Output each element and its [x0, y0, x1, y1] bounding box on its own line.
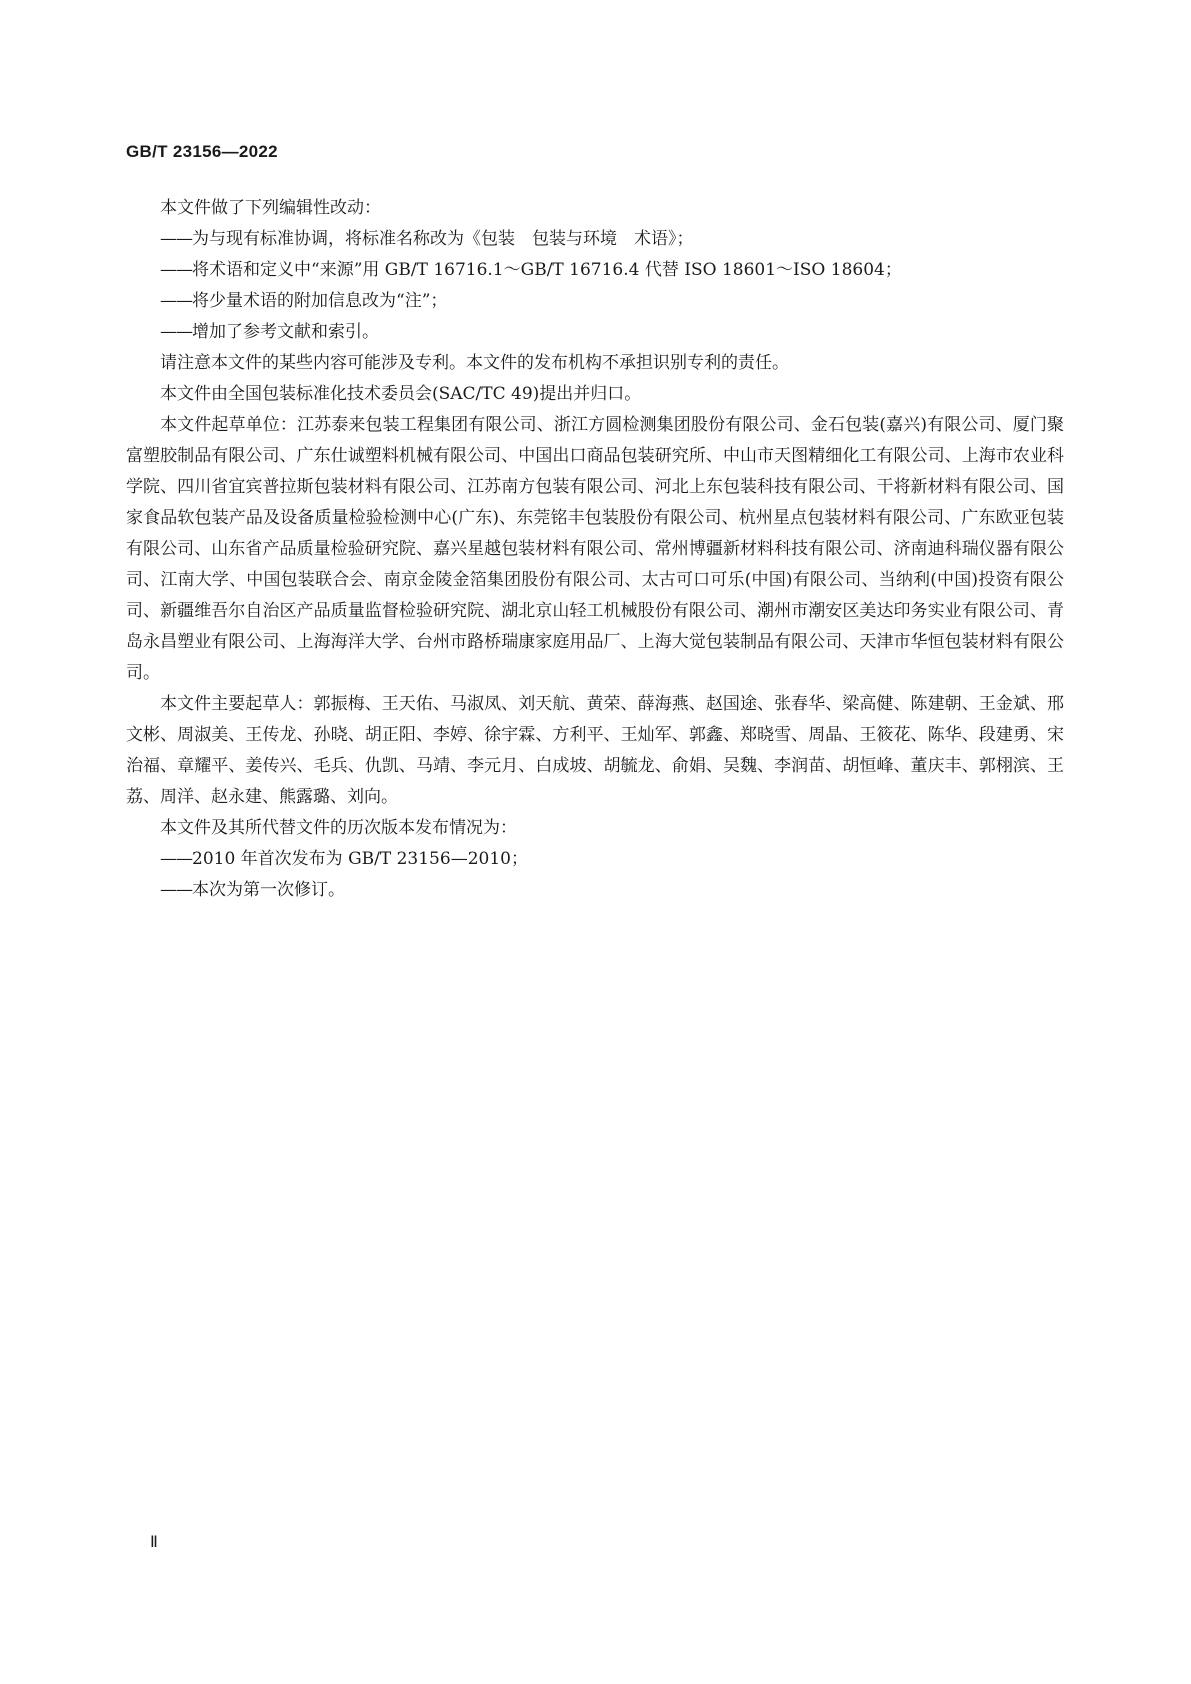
- edit-item-2: [126, 255, 1064, 286]
- edit-item-text: 将术语和定义中“来源”用 GB/T 16716.1～GB/T 16716.4 代替 ISO 18601～ISO 18604；: [192, 260, 902, 280]
- document-id: GB/T 23156—2022: [126, 142, 278, 161]
- dash-mark: ——: [160, 291, 192, 311]
- dash-mark: ——: [160, 229, 192, 249]
- dash-mark: ——: [160, 880, 192, 900]
- edit-item-text: 为与现有标准协调，将标准名称改为《包装 包装与环境 术语》；: [192, 229, 694, 249]
- history-item-text: 本次为第一次修订。: [192, 880, 345, 900]
- edits-intro: 本文件做了下列编辑性改动：: [160, 198, 381, 218]
- edit-item-4: [126, 317, 1064, 348]
- proposer-statement: 本文件由全国包装标准化技术委员会(SAC/TC 49)提出并归口。: [160, 384, 642, 404]
- history-item-1: [126, 844, 1064, 875]
- history-intro: 本文件及其所代替文件的历次版本发布情况为：: [160, 818, 517, 838]
- dash-mark: ——: [160, 322, 192, 342]
- dash-mark: ——: [160, 849, 192, 869]
- drafters: 本文件主要起草人：郭振梅、王天佑、马淑凤、刘天航、黄荣、薛海燕、赵国途、张春华、梁高健、陈建朝、王金斌、邢文彬、周淑美、王传龙、孙晓、胡正阳、李婷、徐宇霖、方利平、王灿军、郭鑫、郑晓雪、周晶、王筱花、陈华、段建勇、宋治福、章耀平、姜传兴、毛兵、仇凯、马靖、李元月、白成坡、胡毓龙、俞娟、吴魏、李润苗、胡恒峰、董庆丰、郭栩滨、王荔、周洋、赵永建、熊露璐、刘向。: [126, 694, 1064, 807]
- edit-item-text: 增加了参考文献和索引。: [192, 322, 379, 342]
- drafting-units: 本文件起草单位：江苏泰来包装工程集团有限公司、浙江方圆检测集团股份有限公司、金石包装(嘉兴)有限公司、厦门聚富塑胶制品有限公司、广东仕诚塑料机械有限公司、中国出口商品包装研究所、中山市天图精细化工有限公司、上海市农业科学院、四川省宜宾普拉斯包装材料有限公司、江苏南方包装有限公司、河北上东包装科技有限公司、干将新材料有限公司、国家食品软包装产品及设备质量检验检测中心(广东)、东莞铭丰包装股份有限公司、杭州星点包装材料有限公司、广东欧亚包装有限公司、山东省产品质量检验研究院、嘉兴星越包装材料有限公司、常州博疆新材料科技有限公司、济南迪科瑞仪器有限公司、江南大学、中国包装联合会、南京金陵金箔集团股份有限公司、太古可口可乐(中国)有限公司、当纳利(中国)投资有限公司、新疆维吾尔自治区产品质量监督检验研究院、湖北京山轻工机械股份有限公司、潮州市潮安区美达印务实业有限公司、青岛永昌塑业有限公司、上海海洋大学、台州市路桥瑞康家庭用品厂、上海大觉包装制品有限公司、天津市华恒包装材料有限公司。: [126, 415, 1064, 683]
- history-item-text: 2010 年首次发布为 GB/T 23156—2010；: [192, 849, 528, 869]
- patent-note: 请注意本文件的某些内容可能涉及专利。本文件的发布机构不承担识别专利的责任。: [160, 353, 789, 373]
- foreword-body: [126, 193, 1064, 906]
- edit-item-1: [126, 224, 1064, 255]
- history-item-2: [126, 875, 1064, 906]
- page-number: Ⅱ: [150, 1534, 158, 1551]
- dash-mark: ——: [160, 260, 192, 280]
- edit-item-text: 将少量术语的附加信息改为“注”；: [192, 291, 448, 311]
- edit-item-3: [126, 286, 1064, 317]
